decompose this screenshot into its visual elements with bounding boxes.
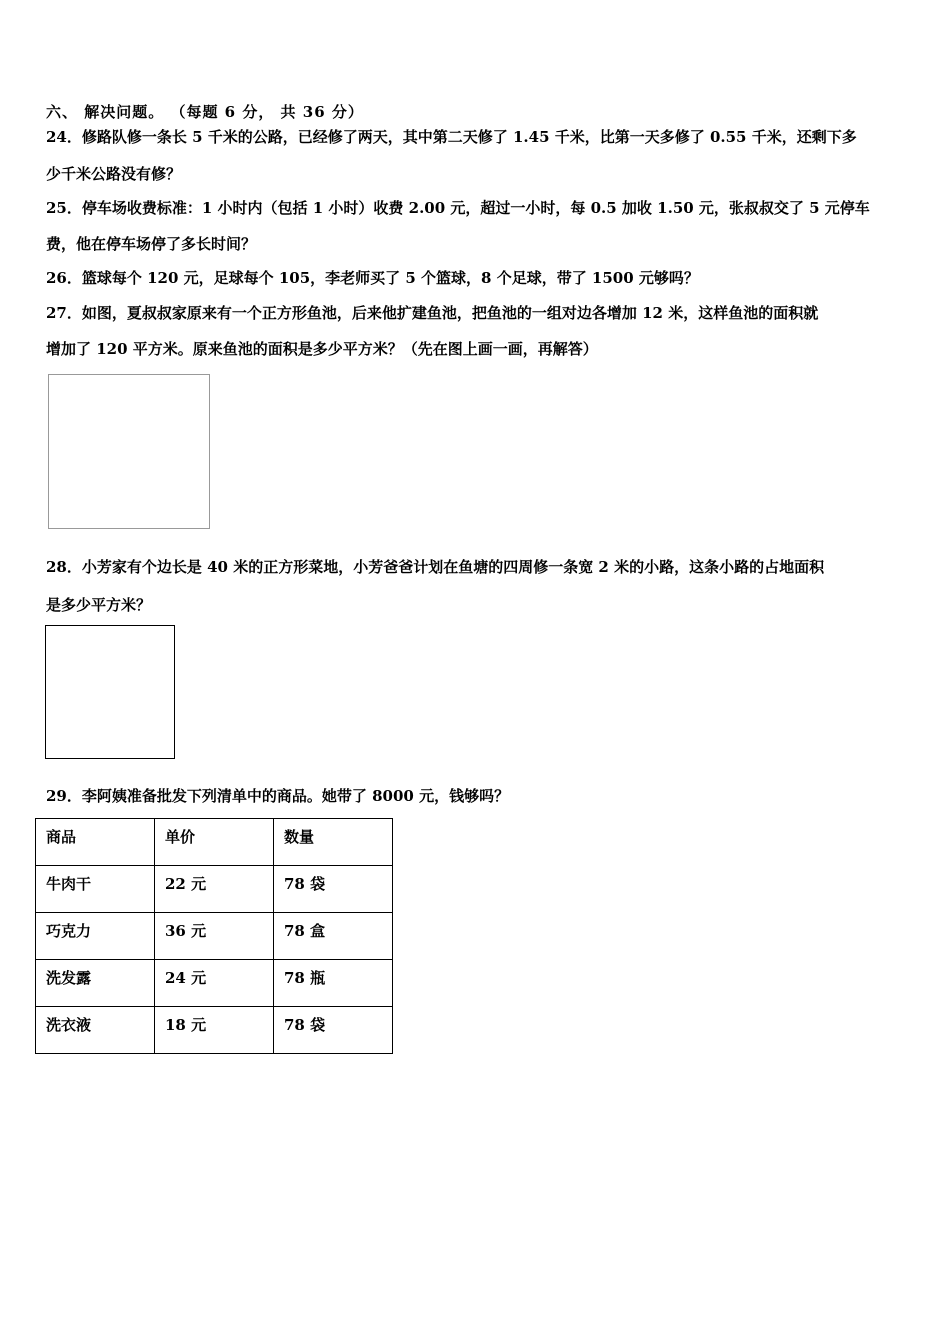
table-row xyxy=(36,866,393,913)
table-cell: 洗发露 xyxy=(36,960,155,1007)
question-29: 29．李阿姨准备批发下列清单中的商品。她带了 8000 元，钱够吗？ xyxy=(46,787,510,805)
question-24-line2: 少千米公路没有修？ xyxy=(46,165,182,183)
question-28-line2: 是多少平方米？ xyxy=(46,596,152,614)
table-cell: 洗衣液 xyxy=(36,1007,155,1054)
question-25-line2: 费，他在停车场停了多长时间？ xyxy=(46,235,257,253)
table-cell: 36 元 xyxy=(155,913,274,960)
goods-table xyxy=(35,818,393,1054)
table-cell: 78 瓶 xyxy=(274,960,393,1007)
table-cell: 78 袋 xyxy=(274,1007,393,1054)
question-27-line2: 增加了 120 平方米。原来鱼池的面积是多少平方米？（先在图上画一画，再解答） xyxy=(46,340,598,358)
vegetable-plot-square-figure xyxy=(45,625,175,759)
question-25-line1: 25．停车场收费标准：1 小时内（包括 1 小时）收费 2.00 元，超过一小时，每 0.5 加收 1.50 元，张叔叔交了 5 元停车 xyxy=(46,199,870,217)
question-28-line1: 28．小芳家有个边长是 40 米的正方形菜地，小芳爸爸计划在鱼塘的四周修一条宽 2 米的小路，这条小路的占地面积 xyxy=(46,558,825,576)
header-cell-quantity: 数量 xyxy=(274,819,393,866)
table-row xyxy=(36,913,393,960)
table-row xyxy=(36,960,393,1007)
table-cell: 78 袋 xyxy=(274,866,393,913)
table-cell: 78 盒 xyxy=(274,913,393,960)
question-27-line1: 27．如图，夏叔叔家原来有一个正方形鱼池，后来他扩建鱼池，把鱼池的一组对边各增加 12 米，这样鱼池的面积就 xyxy=(46,304,819,322)
table-header-row xyxy=(36,819,393,866)
question-26: 26．篮球每个 120 元，足球每个 105，李老师买了 5 个篮球，8 个足球，带了 1500 元够吗？ xyxy=(46,269,699,287)
table-row xyxy=(36,1007,393,1054)
question-24-line1: 24．修路队修一条长 5 千米的公路，已经修了两天，其中第二天修了 1.45 千米，比第一天多修了 0.55 千米，还剩下多 xyxy=(46,128,857,146)
fish-pond-square-figure xyxy=(48,374,210,529)
header-cell-price: 单价 xyxy=(155,819,274,866)
table-cell: 18 元 xyxy=(155,1007,274,1054)
table-cell: 牛肉干 xyxy=(36,866,155,913)
table-cell: 24 元 xyxy=(155,960,274,1007)
section-title: 六、 解决问题。 （每题 6 分， 共 36 分） xyxy=(46,103,364,121)
header-cell-product: 商品 xyxy=(36,819,155,866)
table-cell: 巧克力 xyxy=(36,913,155,960)
table-cell: 22 元 xyxy=(155,866,274,913)
